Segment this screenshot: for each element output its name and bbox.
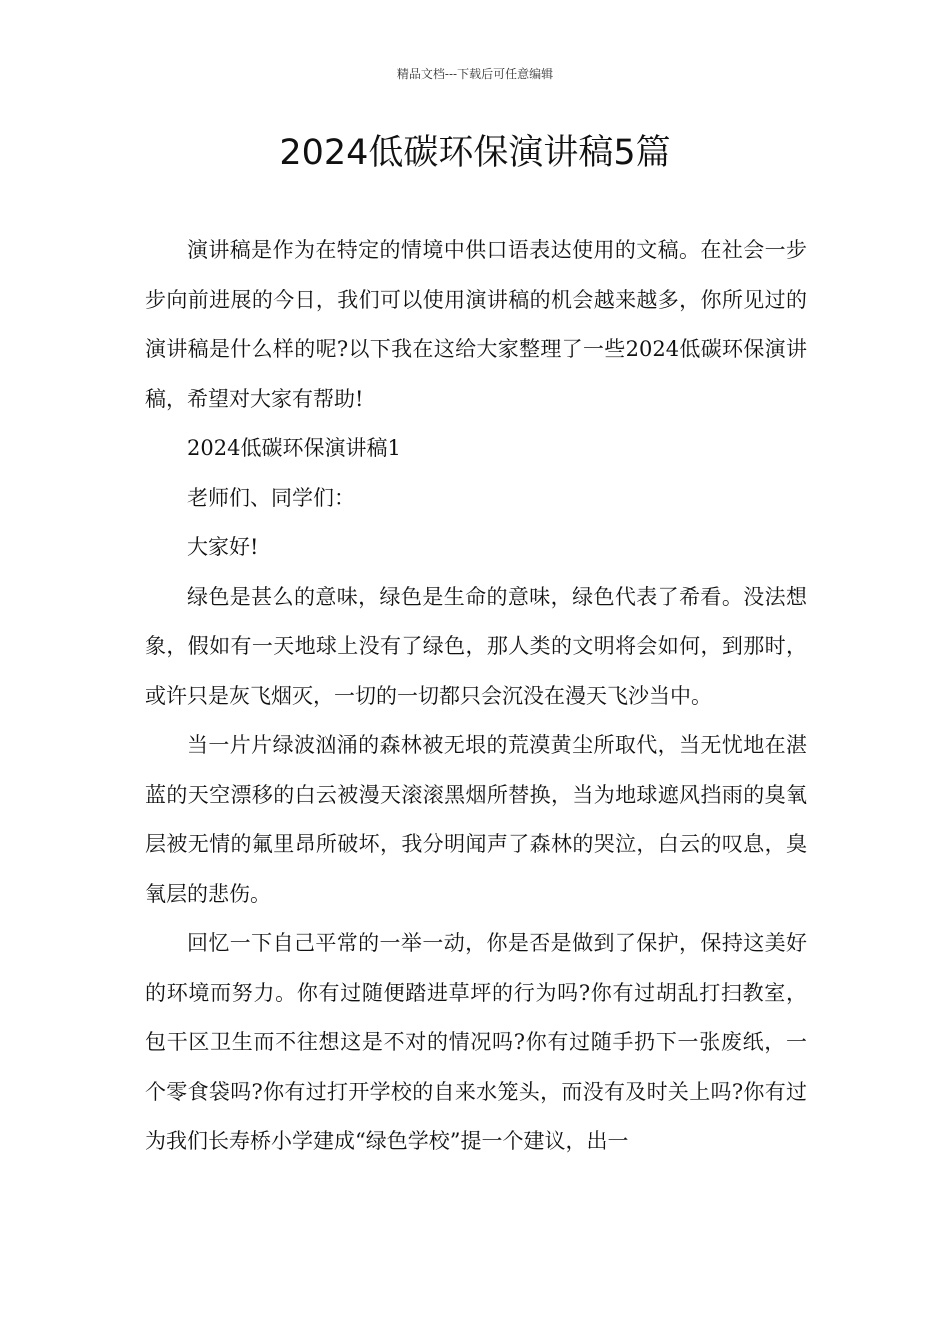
paragraph-green: 绿色是甚么的意味，绿色是生命的意味，绿色代表了希看。没法想象，假如有一天地球上没有了绿色，那人类的文明将会如何，到那时，或许只是灰飞烟灭，一切的一切都只会沉没在漫天飞沙当中。: [145, 584, 807, 708]
section-heading: 2024低碳环保演讲稿1: [187, 436, 401, 460]
paragraph-forest: 当一片片绿波汹涌的森林被无垠的荒漠黄尘所取代，当无忧地在湛蓝的天空漂移的白云被漫天滚滚黑烟所替换，当为地球遮风挡雨的臭氧层被无情的氟里昂所破坏，我分明闻声了森林的哭泣，白云的叹息，臭氧层的悲伤。: [145, 733, 807, 906]
paragraph-reflection: 回忆一下自己平常的一举一动，你是否是做到了保护，保持这美好的环境而努力。你有过随便踏进草坪的行为吗?你有过胡乱打扫教室，包干区卫生而不往想这是不对的情况吗?你有过随手扔下一张废纸，一个零食袋吗?你有过打开学校的自来水笼头，而没有及时关上吗?你有过为我们长寿桥小学建成“绿色学校”提一个建议，出一: [145, 931, 807, 1153]
salutation: 老师们、同学们：: [187, 485, 355, 510]
greeting: 大家好!: [187, 535, 259, 559]
document-body: [145, 226, 807, 1167]
paragraph-intro: 演讲稿是作为在特定的情境中供口语表达使用的文稿。在社会一步步向前进展的今日，我们可以使用演讲稿的机会越来越多，你所见过的演讲稿是什么样的呢?以下我在这给大家整理了一些2024低碳环保演讲稿，希望对大家有帮助!: [145, 238, 807, 411]
document-title: 2024低碳环保演讲稿5篇: [279, 133, 671, 173]
header-note: 精品文档---下载后可任意编辑: [396, 67, 554, 81]
